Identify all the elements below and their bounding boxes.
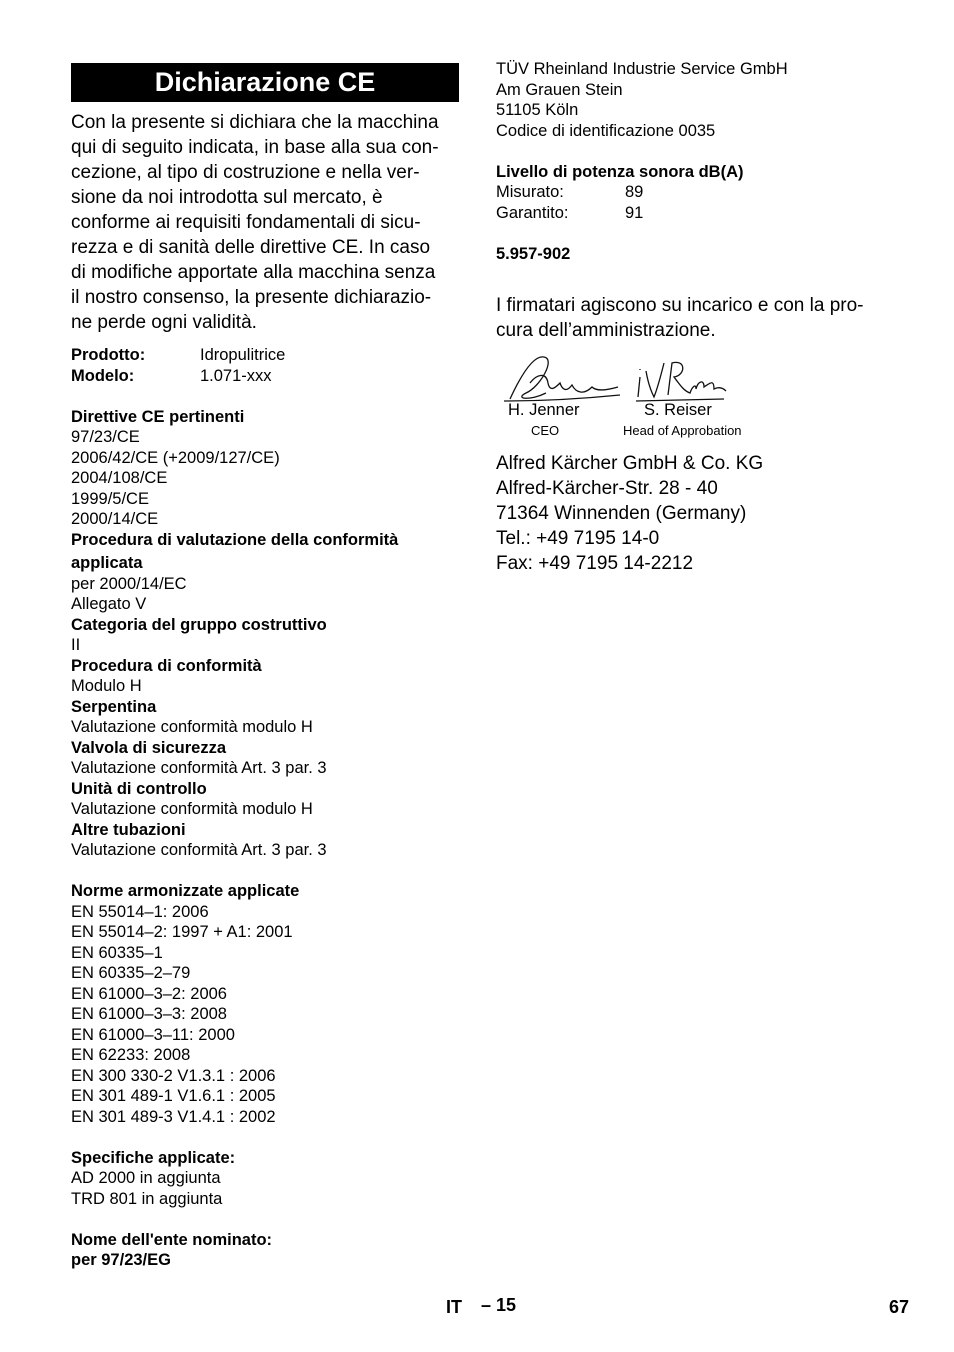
signer-2-role: Head of Approbation <box>623 423 742 438</box>
intro-line: il nostro consenso, la presente dichiarazio- <box>71 287 432 308</box>
serpentina-value: Valutazione conformità modulo H <box>71 718 313 736</box>
norm-item: EN 301 489-1 V1.6.1 : 2005 <box>71 1087 276 1105</box>
intro-line: conforme ai requisiti fondamentali di sicu- <box>71 212 421 233</box>
intro-line: cezione, al tipo di costruzione e nella ver- <box>71 162 420 183</box>
right-column <box>496 59 896 576</box>
spec-item: TRD 801 in aggiunta <box>71 1189 223 1208</box>
notified-body-line: TÜV Rheinland Industrie Service GmbH <box>496 60 788 78</box>
product-value: Idropulitrice <box>200 346 286 364</box>
signer-2-name: S. Reiser <box>644 401 712 419</box>
notified-body-line: 51105 Köln <box>496 101 579 119</box>
norm-item: EN 61000–3–2: 2006 <box>71 984 227 1003</box>
norm-item: EN 62233: 2008 <box>71 1046 191 1064</box>
control-heading: Unità di controllo <box>71 779 207 798</box>
footer-language: IT <box>446 1297 462 1317</box>
intro-line: ne perde ogni validità. <box>71 312 257 333</box>
intro-text <box>71 110 459 335</box>
company-line: Alfred-Kärcher-Str. 28 - 40 <box>496 478 718 499</box>
reiser-signature <box>634 357 730 403</box>
sound-heading: Livello di potenza sonora dB(A) <box>496 162 744 181</box>
part-number: 5.957-902 <box>496 244 571 263</box>
norm-item: EN 55014–1: 2006 <box>71 902 209 921</box>
signature-area <box>496 353 896 443</box>
guaranteed-value: 91 <box>625 203 644 222</box>
body-name-heading: Nome dell'ente nominato: <box>71 1230 273 1249</box>
notified-body-line: Am Grauen Stein <box>496 80 623 99</box>
model-value: 1.071-xxx <box>200 366 272 385</box>
procedure-heading-2: applicata <box>71 554 143 572</box>
footer-section-page: – 15 <box>481 1295 517 1315</box>
notified-body-line: Codice di identificazione 0035 <box>496 121 716 140</box>
company-address <box>496 451 896 576</box>
valve-value: Valutazione conformità Art. 3 par. 3 <box>71 759 327 777</box>
measured-label: Misurato: <box>496 183 564 201</box>
signatories-line: I firmatari agiscono su incarico e con la pro- <box>496 295 864 316</box>
company-line: 71364 Winnenden (Germany) <box>496 503 747 524</box>
conformity-value: Modulo H <box>71 677 142 695</box>
product-label: Prodotto: <box>71 346 146 364</box>
norm-item: EN 61000–3–11: 2000 <box>71 1025 235 1044</box>
body-name-sub: per 97/23/EG <box>71 1251 171 1269</box>
notified-body <box>496 59 896 264</box>
norm-item: EN 55014–2: 1997 + A1: 2001 <box>71 923 293 941</box>
guaranteed-label: Garantito: <box>496 203 569 222</box>
directives-heading: Direttive CE pertinenti <box>71 407 245 426</box>
norm-item: EN 301 489-3 V1.4.1 : 2002 <box>71 1107 276 1126</box>
category-heading: Categoria del gruppo costruttivo <box>71 615 327 634</box>
serpentina-heading: Serpentina <box>71 697 157 716</box>
footer-page-number: 67 <box>889 1297 910 1317</box>
pipes-value: Valutazione conformità Art. 3 par. 3 <box>71 841 327 859</box>
product-block <box>71 345 459 1271</box>
measured-value: 89 <box>625 183 644 201</box>
directive-item: 2006/42/CE (+2009/127/CE) <box>71 448 280 467</box>
directive-item: 2000/14/CE <box>71 510 159 528</box>
norm-item: EN 300 330-2 V1.3.1 : 2006 <box>71 1066 276 1085</box>
directive-item: 1999/5/CE <box>71 489 149 508</box>
procedure-item: Allegato V <box>71 595 147 613</box>
spec-item: AD 2000 in aggiunta <box>71 1169 221 1187</box>
directive-item: 2004/108/CE <box>71 469 168 487</box>
left-column <box>71 63 459 1271</box>
intro-line: rezza e di sanità delle direttive CE. In caso <box>71 237 431 258</box>
specs-heading: Specifiche applicate: <box>71 1148 236 1167</box>
norm-item: EN 61000–3–3: 2008 <box>71 1005 227 1023</box>
valve-heading: Valvola di sicurezza <box>71 738 226 757</box>
procedure-heading: Procedura di valutazione della conformità <box>71 530 399 549</box>
intro-line: Con la presente si dichiara che la macchina <box>71 112 439 133</box>
intro-line: sione da noi introdotta sul mercato, è <box>71 187 383 208</box>
norms-heading: Norme armonizzate applicate <box>71 882 300 900</box>
company-line: Alfred Kärcher GmbH & Co. KG <box>496 453 764 474</box>
company-line: Tel.: +49 7195 14-0 <box>496 528 660 549</box>
norm-item: EN 60335–1 <box>71 943 163 962</box>
norm-item: EN 60335–2–79 <box>71 964 191 982</box>
jenner-signature <box>500 353 624 405</box>
signer-1-role: CEO <box>531 423 560 438</box>
page-title: Dichiarazione CE <box>71 63 459 102</box>
pipes-heading: Altre tubazioni <box>71 820 186 839</box>
conformity-heading: Procedura di conformità <box>71 656 262 675</box>
signatories-line: cura dell’amministrazione. <box>496 320 716 341</box>
model-label: Modelo: <box>71 366 135 385</box>
signer-1-name: H. Jenner <box>508 401 580 419</box>
company-line: Fax: +49 7195 14-2212 <box>496 553 694 574</box>
directive-item: 97/23/CE <box>71 428 140 446</box>
intro-line: di modifiche apportate alla macchina senza <box>71 262 436 283</box>
control-value: Valutazione conformità modulo H <box>71 800 313 818</box>
procedure-item: per 2000/14/EC <box>71 574 187 593</box>
intro-line: qui di seguito indicata, in base alla sua con- <box>71 137 439 158</box>
signatories-text <box>496 293 896 343</box>
category-value: II <box>71 636 81 654</box>
